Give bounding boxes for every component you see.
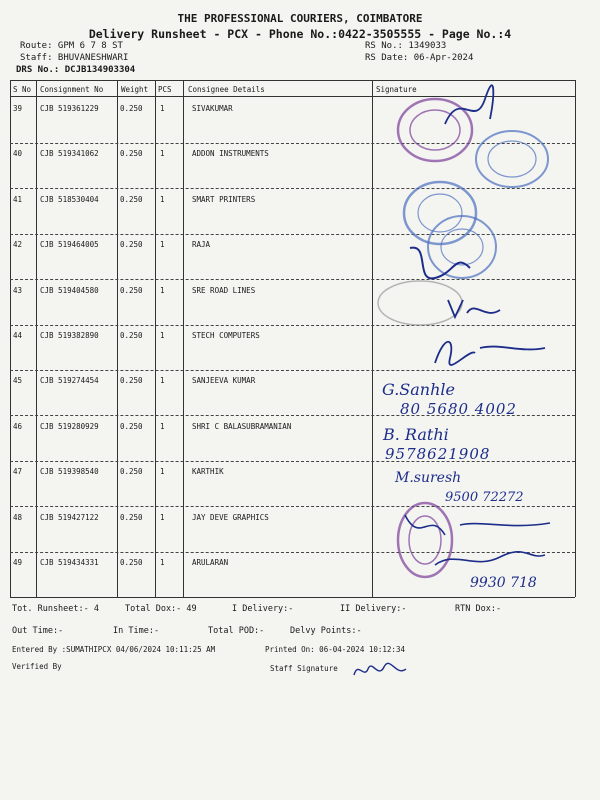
row-pcs: 1: [160, 512, 165, 522]
row-pcs: 1: [160, 149, 165, 159]
runsheet-subtitle: Delivery Runsheet - PCX - Phone No.:0422-3505555 - Page No.:4: [88, 27, 512, 41]
footer-tot-runsheet: Tot. Runsheet:- 4: [12, 604, 99, 614]
signature-row49-icon: [430, 545, 550, 575]
footer-rtn-dox: RTN Dox:-: [455, 604, 502, 614]
signature-row39-icon: [440, 84, 500, 134]
company-title: THE PROFESSIONAL COURIERS, COIMBATORE: [177, 12, 423, 25]
row-consignee: SHRI C BALASUBRAMANIAN: [192, 421, 292, 431]
route-label: Route: GPM 6 7 8 ST: [20, 41, 123, 51]
footer-total-pod: Total POD:-: [208, 626, 265, 636]
signature-row48-icon: [400, 505, 560, 545]
row-sno: 39: [13, 104, 23, 113]
row-consignment-no: CJB 519274454: [40, 376, 99, 386]
signature-row43-icon: [445, 295, 505, 325]
row-consignee: SRE ROAD LINES: [192, 285, 256, 295]
row-weight: 0.250: [120, 376, 143, 386]
col-header-signature: Signature: [376, 85, 417, 94]
footer-out-time: Out Time:-: [12, 626, 64, 636]
footer-printed-on: Printed On: 06-04-2024 10:12:34: [265, 645, 405, 654]
row-consignment-no: CJB 519434331: [40, 558, 99, 567]
row-pcs: 1: [160, 331, 165, 340]
footer-in-time: In Time:-: [113, 626, 160, 636]
row-weight: 0.250: [120, 104, 143, 113]
row-consignee: RAJA: [192, 240, 211, 250]
row-sno: 44: [13, 331, 23, 340]
handwriting-row47-name: M.suresh: [395, 470, 462, 486]
rs-number: RS No.: 1349033: [365, 41, 447, 51]
row-consignee: SANJEEVA KUMAR: [192, 376, 256, 386]
row-weight: 0.250: [120, 194, 143, 204]
row-weight: 0.250: [120, 421, 143, 431]
drs-label: DRS No.: DCJB134903304: [16, 65, 136, 75]
row-consignment-no: CJB 519464005: [40, 240, 99, 250]
footer-entered-by: Entered By :SUMATHIPCX 04/06/2024 10:11:25 AM: [12, 645, 216, 654]
row-weight: 0.250: [120, 149, 143, 159]
row-consignee: ARULARAN: [192, 558, 229, 567]
footer-verified-by: Verified By: [12, 662, 62, 671]
col-header-consignee: Consignee Details: [188, 85, 265, 94]
row-weight: 0.250: [120, 558, 143, 567]
row-sno: 40: [13, 149, 23, 159]
footer-staff-signature: Staff Signature: [270, 664, 338, 673]
row-pcs: 1: [160, 421, 165, 431]
handwriting-row46-phone: 9578621908: [385, 445, 491, 463]
col-header-pcs: PCS: [158, 85, 172, 94]
row-pcs: 1: [160, 194, 165, 204]
row-weight: 0.250: [120, 512, 143, 522]
row-pcs: 1: [160, 104, 165, 113]
row-pcs: 1: [160, 467, 165, 477]
signature-row42-icon: [405, 238, 475, 293]
handwriting-row45-name: G.Sanhle: [382, 380, 455, 399]
handwriting-row47-phone: 9500 72272: [445, 490, 524, 505]
row-consignment-no: CJB 519361229: [40, 104, 99, 113]
handwriting-row49-phone: 9930 718: [470, 575, 537, 591]
row-consignment-no: CJB 519398540: [40, 467, 99, 477]
addon-stamp-icon: [472, 128, 552, 190]
table-right-border: [575, 80, 576, 597]
row-pcs: 1: [160, 558, 165, 567]
row-sno: 49: [13, 558, 23, 567]
col-header-consignment: Consignment No: [40, 85, 104, 94]
row-weight: 0.250: [120, 285, 143, 295]
footer-total-dox: Total Dox:- 49: [125, 604, 197, 614]
row-consignment-no: CJB 518530404: [40, 194, 99, 204]
footer-ii-delivery: II Delivery:-: [340, 604, 407, 614]
row-sno: 47: [13, 467, 23, 477]
row-consignment-no: CJB 519427122: [40, 512, 99, 522]
row-consignment-no: CJB 519404580: [40, 285, 99, 295]
row-sno: 45: [13, 376, 23, 386]
row-consignee: SIVAKUMAR: [192, 104, 233, 113]
staff-label: Staff: BHUVANESHWARI: [20, 53, 129, 63]
signature-row44-icon: [430, 328, 550, 368]
table-top-border: [10, 80, 575, 81]
col-header-sno: S No: [13, 85, 32, 94]
handwriting-row46-name: B. Rathi: [383, 425, 449, 444]
row-consignment-no: CJB 519280929: [40, 421, 99, 431]
row-sno: 42: [13, 240, 23, 250]
row-pcs: 1: [160, 240, 165, 250]
row-consignee: JAY DEVE GRAPHICS: [192, 512, 269, 522]
row-consignee: KARTHIK: [192, 467, 224, 477]
row-consignee: SMART PRINTERS: [192, 194, 256, 204]
row-consignment-no: CJB 519382890: [40, 331, 99, 340]
row-sno: 43: [13, 285, 23, 295]
footer-delvy-points: Delvy Points:-: [290, 626, 362, 636]
row-weight: 0.250: [120, 331, 143, 340]
row-consignee: STECH COMPUTERS: [192, 331, 260, 340]
row-sno: 48: [13, 512, 23, 522]
handwriting-row45-phone: 80 5680 4002: [400, 400, 517, 418]
col-header-weight: Weight: [121, 85, 149, 94]
row-weight: 0.250: [120, 240, 143, 250]
row-consignee: ADDON INSTRUMENTS: [192, 149, 269, 159]
row-sno: 41: [13, 194, 23, 204]
row-pcs: 1: [160, 285, 165, 295]
row-weight: 0.250: [120, 467, 143, 477]
rs-date: RS Date: 06-Apr-2024: [365, 53, 474, 63]
row-consignment-no: CJB 519341062: [40, 149, 99, 159]
footer-i-delivery: I Delivery:-: [232, 604, 294, 614]
row-sno: 46: [13, 421, 23, 431]
staff-signature-icon: [350, 657, 410, 685]
row-pcs: 1: [160, 376, 165, 386]
